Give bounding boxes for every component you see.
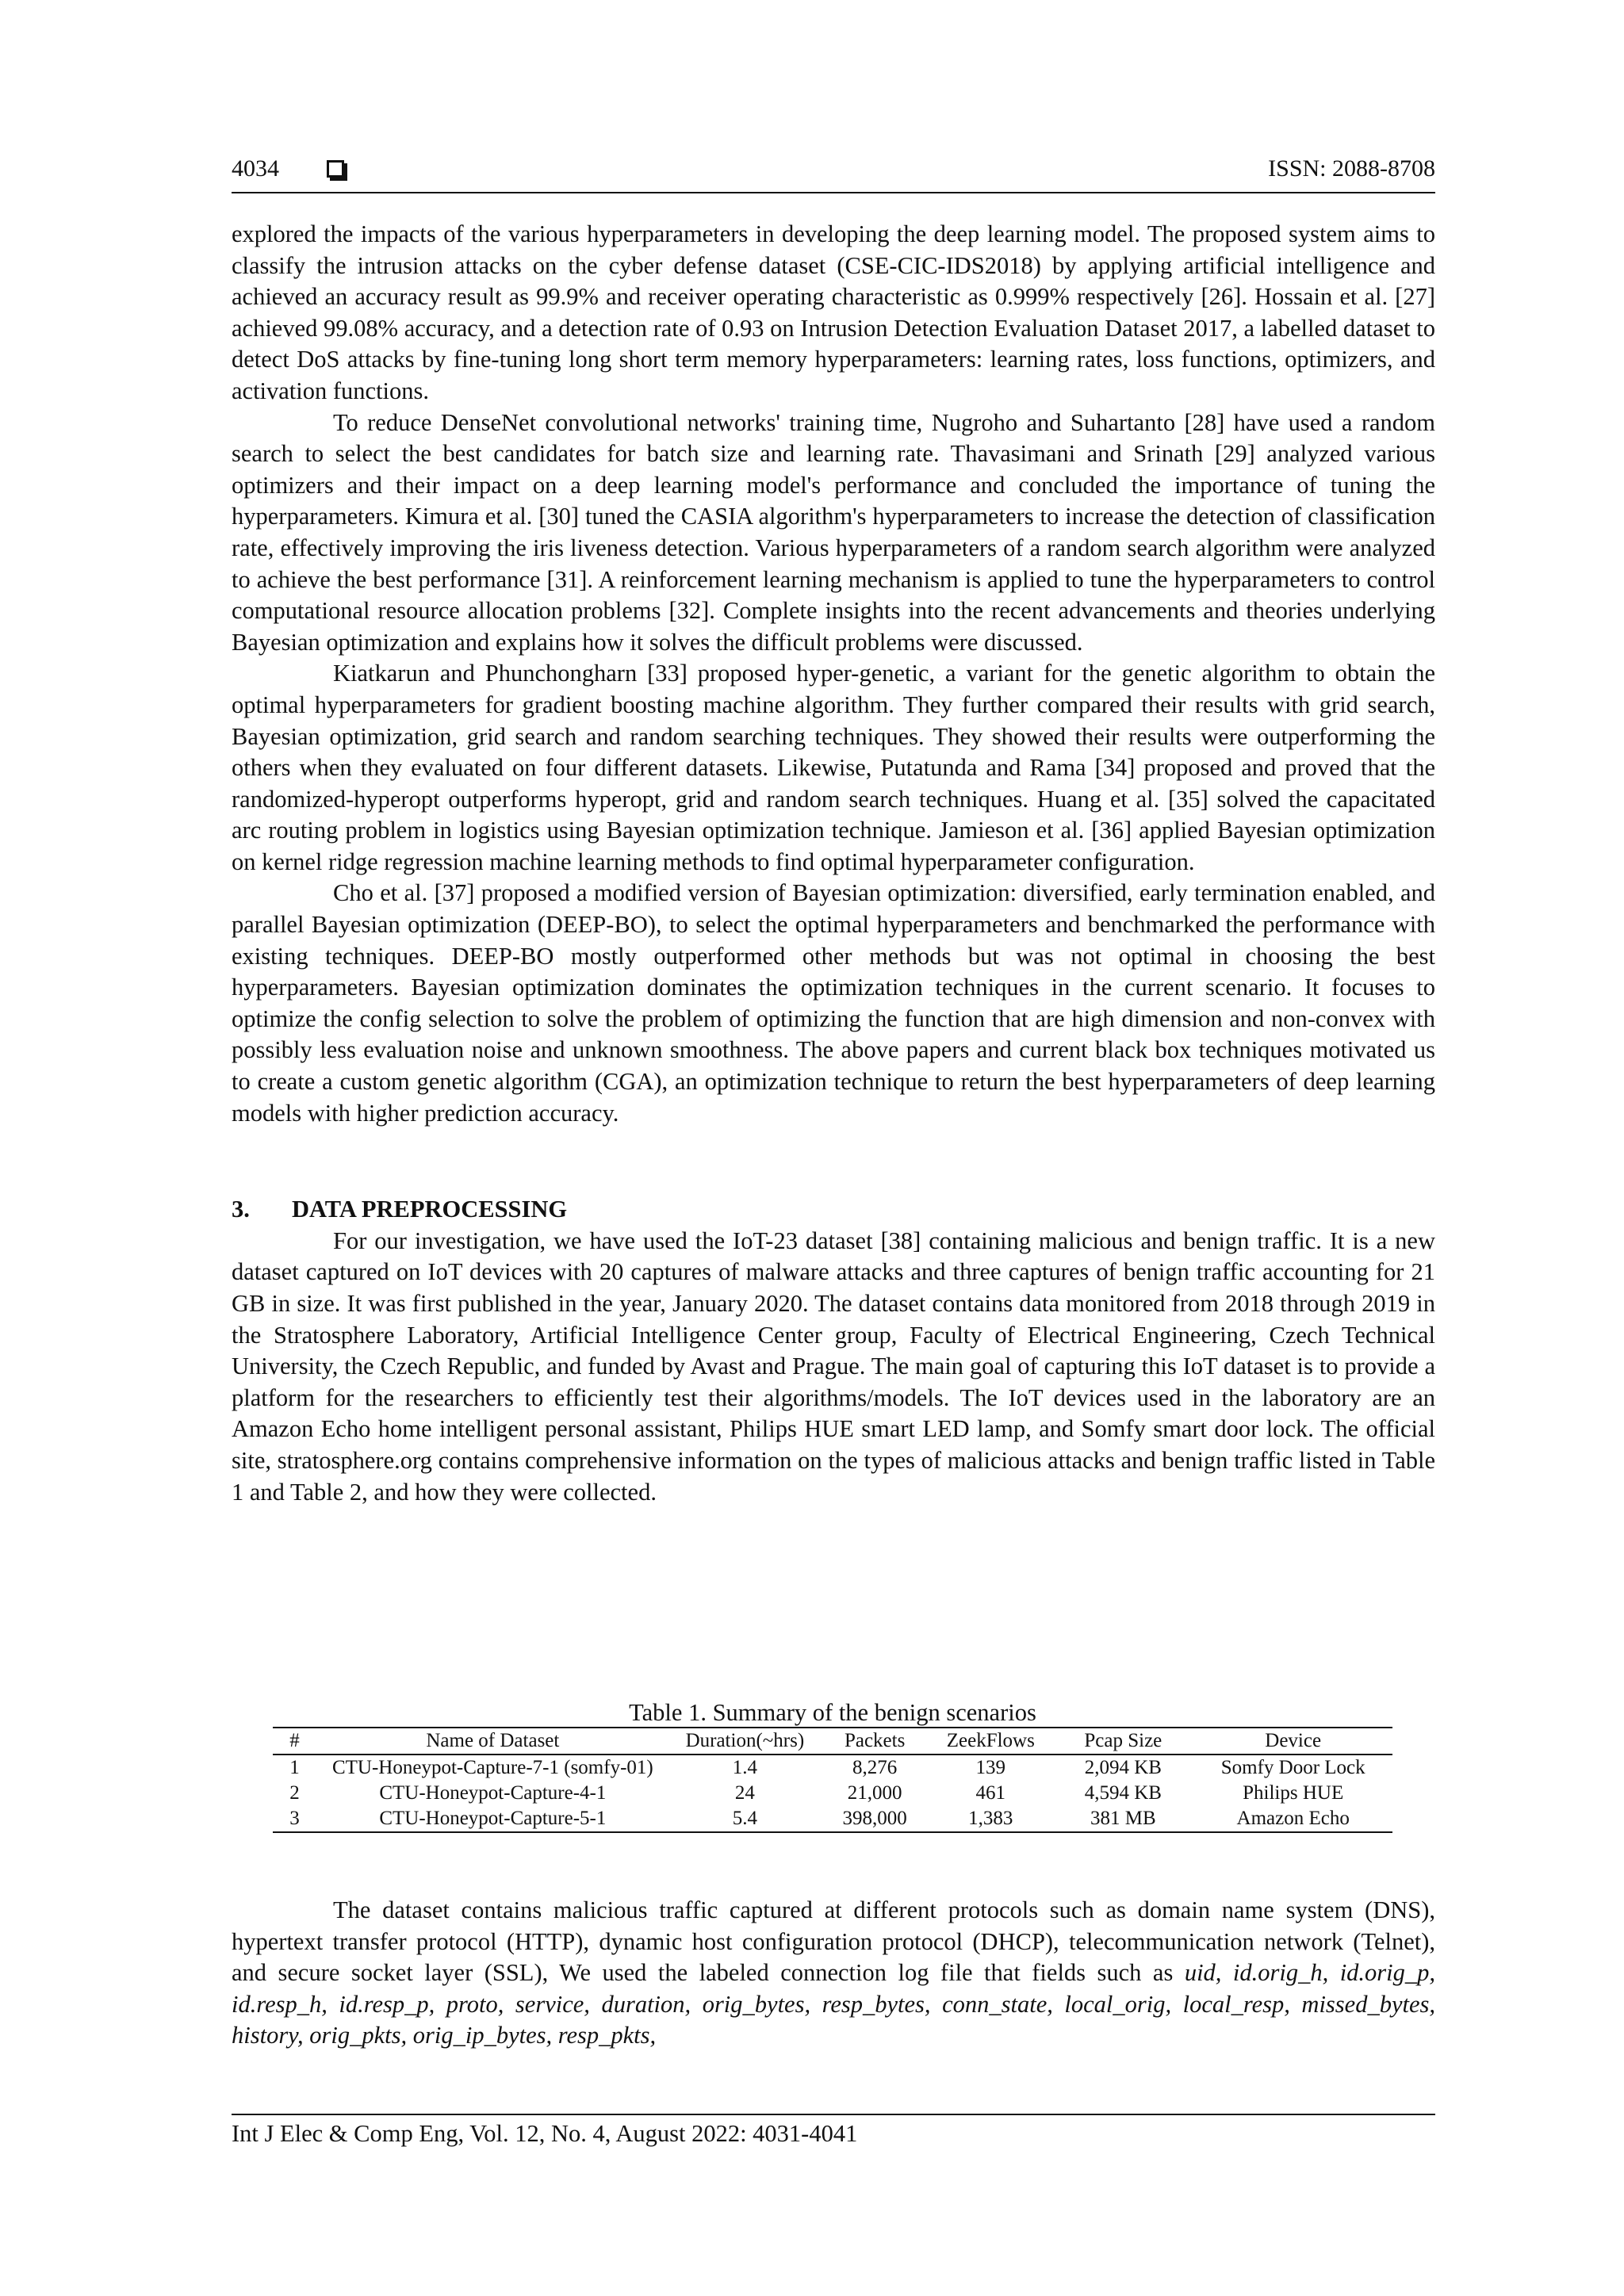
table-cell: 1.4 — [732, 1757, 758, 1778]
header-cell: Packets — [844, 1730, 906, 1751]
header-divider — [232, 192, 1435, 193]
paragraph-6 — [232, 1895, 1435, 2052]
table-1 — [273, 1698, 1392, 1833]
table-cell: 8,276 — [852, 1757, 898, 1778]
table-cell: Philips HUE — [1243, 1782, 1344, 1804]
table-caption: Table 1. Summary of the benign scenarios — [629, 1699, 1036, 1726]
table-cell: 1,383 — [968, 1808, 1013, 1829]
table-row — [273, 1781, 1392, 1806]
header-cell: Name of Dataset — [426, 1730, 560, 1751]
benign-scenarios-table — [273, 1727, 1392, 1833]
paragraph-2: To reduce DenseNet convolutional networks' training time, Nugroho and Suhartanto [28] have used a random search to select the best candidates for batch size and learning rate. Thavasimani and Srinath [29] analyzed various optimizers and their impact on a deep learning model's performance and concluded the importance of tuning the hyperparameters. Kimura et al. [30] tuned the CASIA algorithm's hyperparameters to increase the detection of classification rate, effectively improving the iris liveness detection. Various hyperparameters of a random search algorithm were analyzed to achieve the best performance [31]. A reinforcement learning mechanism is applied to tune the hyperparameters to control computational resource allocation problems [32]. Complete insights into the recent advancements and theories underlying Bayesian optimization and explains how it solves the difficult problems were discussed. — [232, 408, 1435, 656]
table-cell: 5.4 — [732, 1808, 758, 1829]
table-cell: 398,000 — [842, 1808, 907, 1829]
table-cell: Somfy Door Lock — [1220, 1757, 1365, 1778]
footer-citation: Int J Elec & Comp Eng, Vol. 12, No. 4, August 2022: 4031-4041 — [232, 2120, 858, 2147]
table-cell: 4,594 KB — [1084, 1782, 1162, 1804]
table-cell: 1 — [289, 1757, 300, 1778]
table-cell: 21,000 — [847, 1782, 902, 1804]
square-bullet-icon — [327, 160, 344, 178]
table-cell: Amazon Echo — [1236, 1808, 1350, 1829]
table-cell: 3 — [289, 1808, 300, 1829]
section-number: 3. — [232, 1196, 250, 1223]
table-row — [273, 1755, 1392, 1781]
table-cell: CTU-Honeypot-Capture-5-1 — [379, 1808, 607, 1829]
table-cell: CTU-Honeypot-Capture-4-1 — [379, 1782, 607, 1804]
table-cell: CTU-Honeypot-Capture-7-1 (somfy-01) — [331, 1757, 653, 1778]
table-row — [273, 1806, 1392, 1832]
header-cell: ZeekFlows — [946, 1730, 1035, 1751]
table-cell: 461 — [975, 1782, 1006, 1804]
paragraph-5: For our investigation, we have used the IoT-23 dataset [38] containing malicious and benign traffic. It is a new dataset captured on IoT devices with 20 captures of malware attacks and three captures of benign traffic accounting for 21 GB in size. It was first published in the year, January 2020. The dataset contains data monitored from 2018 through 2019 in the Stratosphere Laboratory, Artificial Intelligence Center group, Faculty of Electrical Engineering, Czech Technical University, the Czech Republic, and funded by Avast and Prague. The main goal of capturing this IoT dataset is to provide a platform for the researchers to efficiently test their algorithms/models. The IoT devices used in the laboratory are an Amazon Echo home intelligent personal assistant, Philips HUE smart LED lamp, and Somfy smart door lock. The official site, stratosphere.org contains comprehensive information on the types of malicious attacks and benign traffic listed in Table 1 and Table 2, and how they were collected. — [232, 1226, 1435, 1506]
header-cell: Duration(~hrs) — [685, 1730, 805, 1751]
paragraph-3: Kiatkarun and Phunchongharn [33] proposed hyper-genetic, a variant for the genetic algorithm to obtain the optimal hyperparameters for gradient boosting machine algorithm. They further compared their results with grid search, Bayesian optimization, grid search and random searching techniques. They showed their results were outperforming the others when they evaluated on four different datasets. Likewise, Putatunda and Rama [34] proposed and proved that the randomized-hyperopt outperforms hyperopt, grid and random search techniques. Huang et al. [35] solved the capacitated arc routing problem in logistics using Bayesian optimization technique. Jamieson et al. [36] applied Bayesian optimization on kernel ridge regression machine learning methods to find optimal hyperparameter configuration. — [232, 660, 1435, 875]
header-cell: # — [289, 1730, 300, 1751]
page-header — [232, 155, 1435, 190]
table-cell: 2,094 KB — [1084, 1757, 1162, 1778]
page-number: 4034 — [232, 155, 279, 182]
paragraph-1: explored the impacts of the various hyperparameters in developing the deep learning model. The proposed system aims to classify the intrusion attacks on the cyber defense dataset (CSE-CIC-IDS2018) by applying artificial intelligence and achieved an accuracy result as 99.9% and receiver operating characteristic as 0.999% respectively [26]. Hossain et al. [27] achieved 99.08% accuracy, and a detection rate of 0.93 on Intrusion Detection Evaluation Dataset 2017, a labelled dataset to detect DoS attacks by fine-tuning long short term memory hyperparameters: learning rates, loss functions, optimizers, and activation functions. — [232, 220, 1435, 404]
table-cell: 24 — [734, 1782, 755, 1804]
header-cell: Device — [1265, 1730, 1322, 1751]
paragraph-6-fields: uid, id.orig_h, id.orig_p, id.resp_h, id.resp_p, proto, service, duration, orig_bytes, resp_bytes, conn_state, local_orig, local_resp, missed_bytes, history, orig_pkts, orig_ip_bytes, resp_pkts, — [232, 1959, 1436, 2049]
section-title: DATA PREPROCESSING — [292, 1196, 568, 1223]
body-text-continued — [232, 1895, 1435, 2052]
issn-label: ISSN: 2088-8708 — [1268, 155, 1435, 182]
section-heading — [232, 1194, 1435, 1226]
body-text — [232, 219, 1435, 1508]
footer-divider — [232, 2114, 1435, 2115]
header-cell: Pcap Size — [1084, 1730, 1162, 1751]
paragraph-4: Cho et al. [37] proposed a modified version of Bayesian optimization: diversified, early termination enabled, and parallel Bayesian optimization (DEEP-BO), to select the optimal hyperparameters and benchmarked the performance with existing techniques. DEEP-BO mostly outperformed other methods but was not optimal in choosing the best hyperparameters. Bayesian optimization dominates the optimization techniques in the current scenario. It focuses to optimize the config selection to solve the problem of optimizing the function that are high dimension and non-convex with possibly less evaluation noise and unknown smoothness. The above papers and current black box techniques motivated us to create a custom genetic algorithm (CGA), an optimization technique to return the best hyperparameters of deep learning models with higher prediction accuracy. — [232, 879, 1435, 1127]
table-cell: 381 MB — [1090, 1808, 1156, 1829]
paragraph-6-text: The dataset contains malicious traffic captured at different protocols such as domain name system (DNS), hypertext transfer protocol (HTTP), dynamic host configuration protocol (DHCP), telecommunication network (Telnet), and secure socket layer (SSL), We used the labeled connection log file that fields such as — [232, 1896, 1435, 1987]
table-cell: 139 — [975, 1757, 1006, 1778]
table-header-row — [273, 1728, 1392, 1755]
table-cell: 2 — [289, 1782, 300, 1804]
